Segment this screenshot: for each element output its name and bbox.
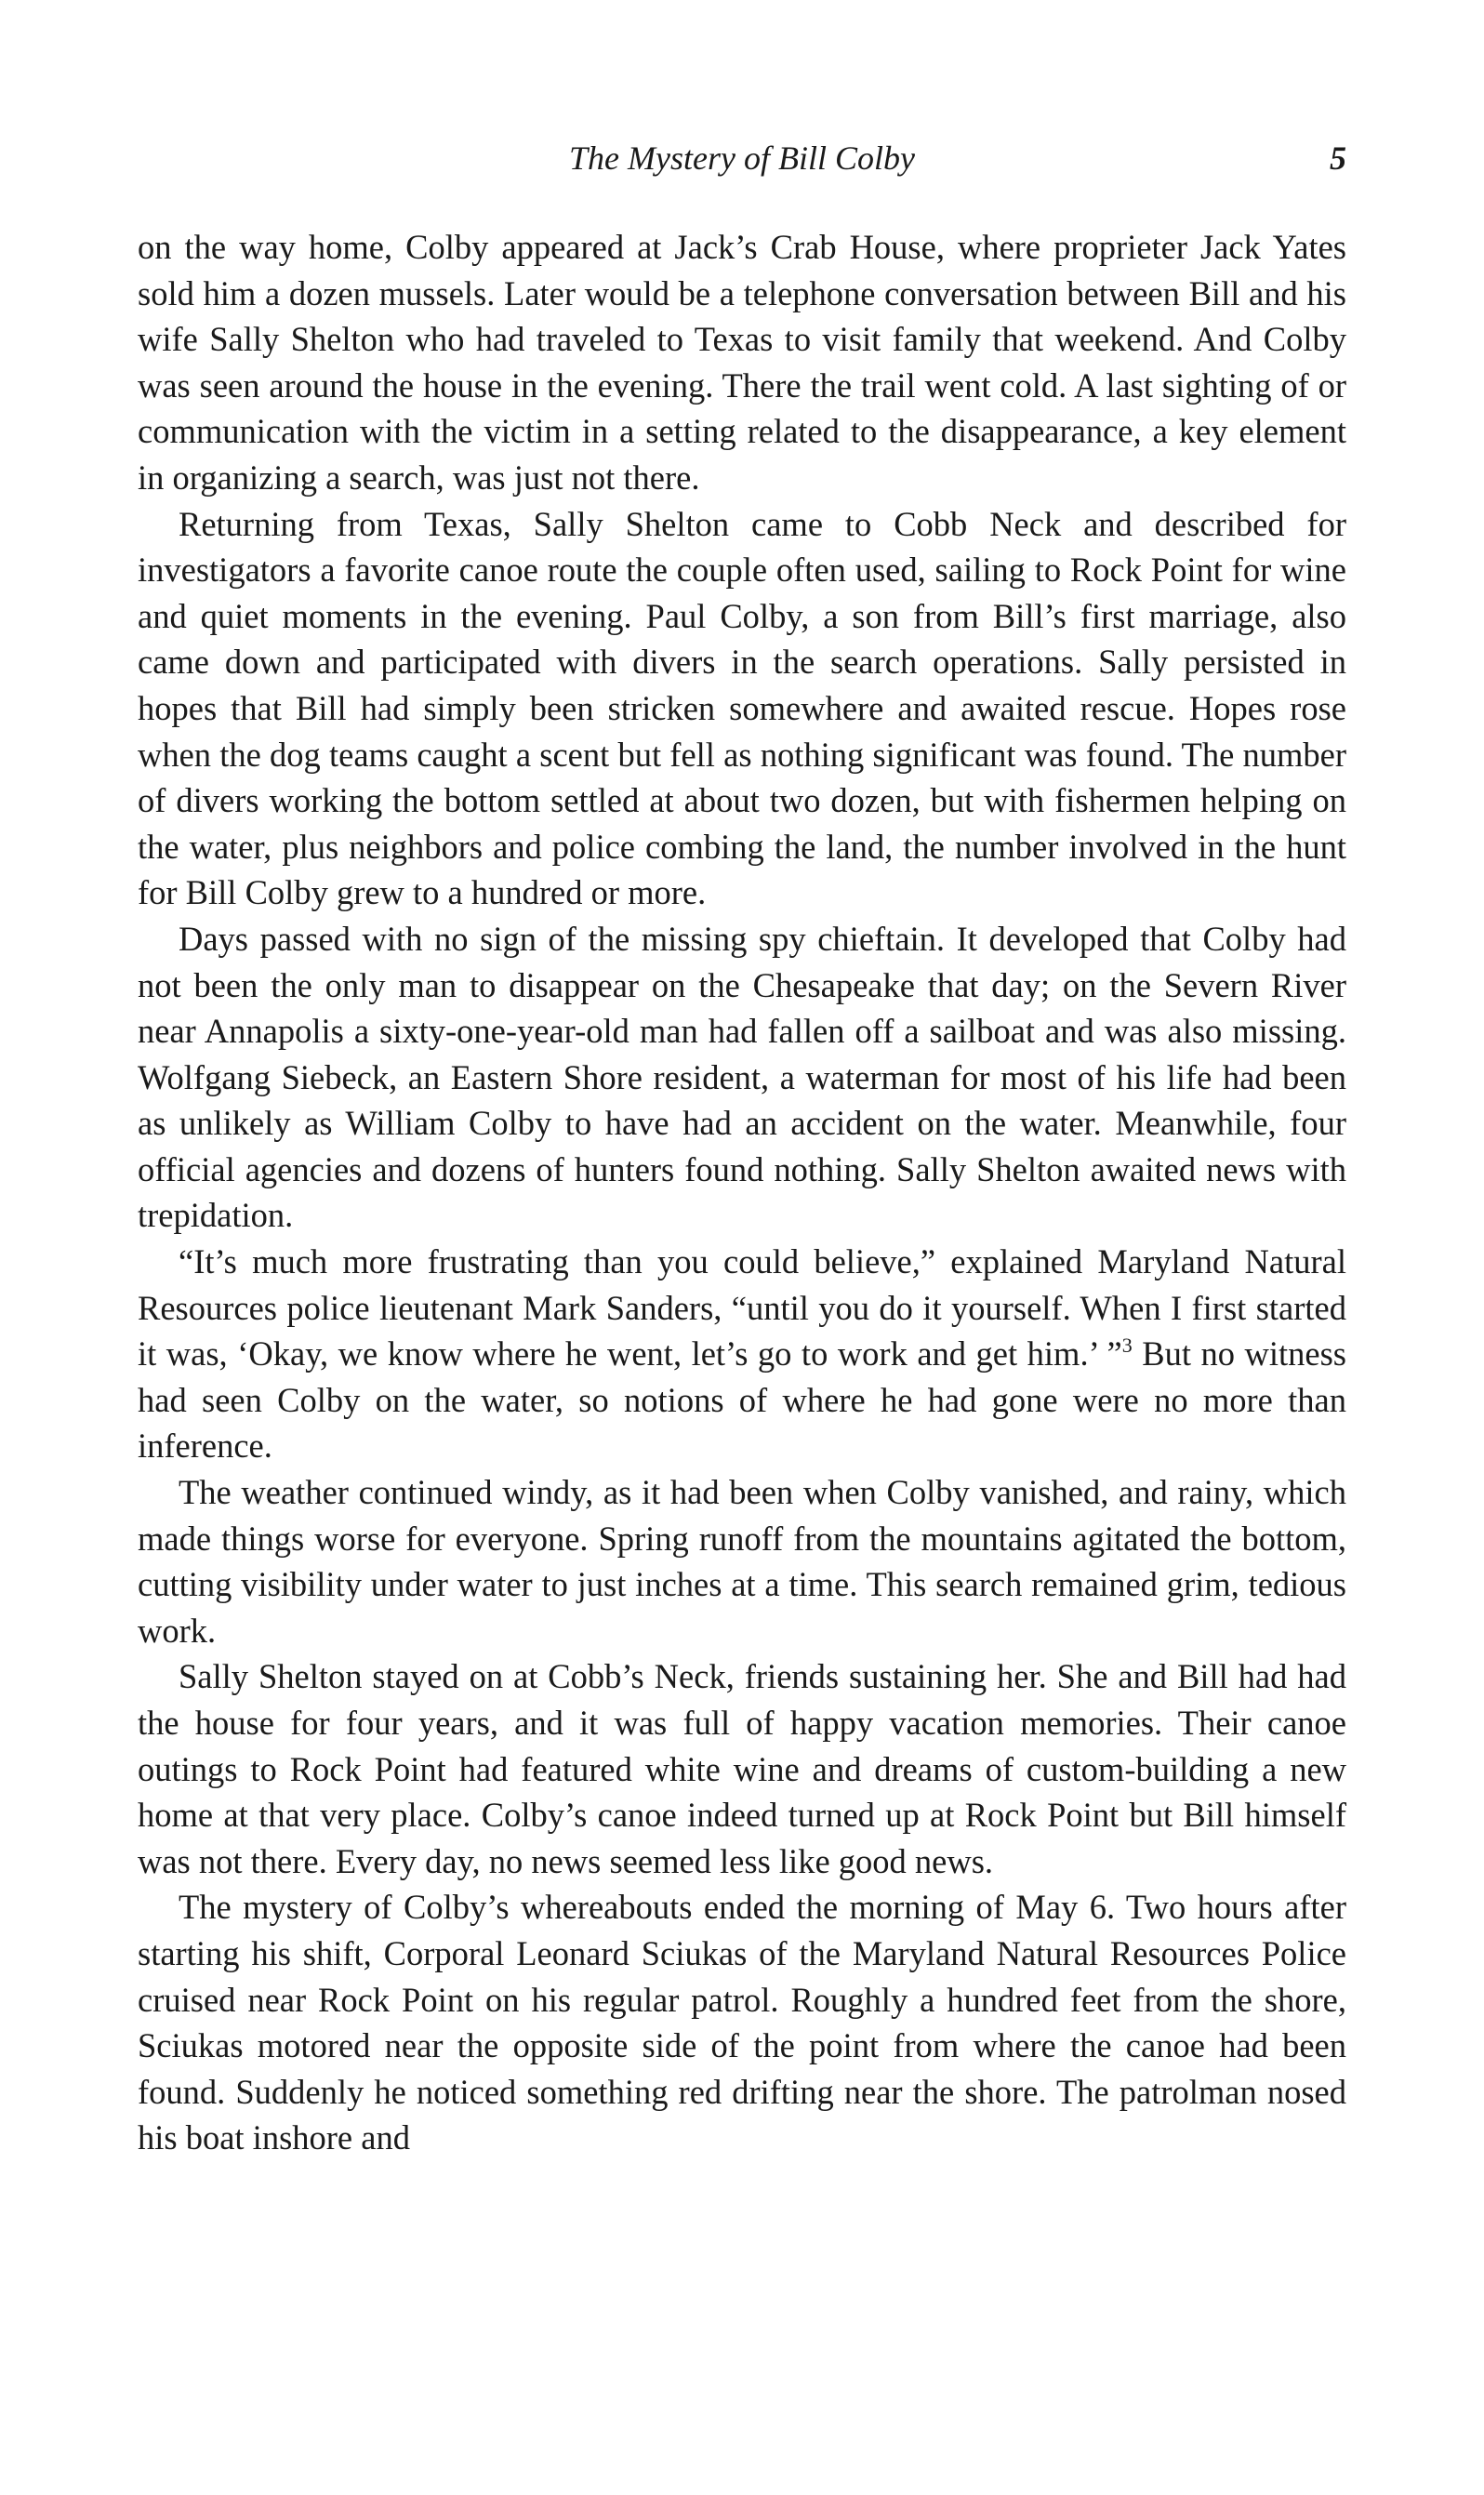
paragraph-4-text-after: But no witness had seen Colby on the water, so notions of where he had gone were no more than inference.	[138, 1334, 1346, 1466]
running-head	[138, 130, 1346, 186]
paragraph-3: Days passed with no sign of the missing spy chieftain. It developed that Colby had not been the only man to disappear on the Chesapeake that day; on the Severn River near Annapolis a sixty-one-year-old man had fallen off a sailboat and was also missing. Wolfgang Siebeck, an Eastern Shore resident, a waterman for most of his life had been as unlikely as William Colby to have had an accident on the water. Meanwhile, four official agencies and dozens of hunters found nothing. Sally Shelton awaited news with trepidation.	[138, 919, 1346, 1235]
paragraph-4-text-before: “It’s much more frustrating than you could believe,” explained Maryland Natural Resources police lieutenant Mark Sanders, “until you do it yourself. When I first started it was, ‘Okay, we know where he went, let’s go to work and get him.’ ”	[138, 1242, 1346, 1374]
running-title: The Mystery of Bill Colby	[569, 139, 915, 177]
book-page	[138, 0, 1346, 2495]
paragraph-6: Sally Shelton stayed on at Cobb’s Neck, friends sustaining her. She and Bill had had the house for four years, and it was full of happy vacation memories. Their canoe outings to Rock Point had featured white wine and dreams of custom-building a new home at that very place. Colby’s canoe indeed turned up at Rock Point but Bill himself was not there. Every day, no news seemed less like good news.	[138, 1657, 1346, 1880]
page-number: 5	[1330, 139, 1346, 177]
paragraph-7: The mystery of Colby’s whereabouts ended the morning of May 6. Two hours after starting his shift, Corporal Leonard Sciukas of the Maryland Natural Resources Police cruised near Rock Point on his regular patrol. Roughly a hundred feet from the shore, Sciukas motored near the opposite side of the point from where the canoe had been found. Suddenly he noticed something red drifting near the shore. The patrolman nosed his boat inshore and	[138, 1888, 1346, 2157]
body-text	[138, 224, 1346, 2161]
footnote-marker: 3	[1121, 1334, 1133, 1358]
paragraph-1: on the way home, Colby appeared at Jack’s Crab House, where proprieter Jack Yates sold him a dozen mussels. Later would be a telephone conversation between Bill and his wife Sally Shelton who had traveled to Texas to visit family that weekend. And Colby was seen around the house in the evening. There the trail went cold. A last sighting of or communication with the victim in a setting related to the disappearance, a key element in organizing a search, was just not there.	[138, 228, 1346, 497]
paragraph-4	[138, 1239, 1346, 1469]
paragraph-5: The weather continued windy, as it had been when Colby vanished, and rainy, which made things worse for everyone. Spring runoff from the mountains agitated the bottom, cutting visibility under water to just inches at a time. This search remained grim, tedious work.	[138, 1473, 1346, 1650]
paragraph-2: Returning from Texas, Sally Shelton came to Cobb Neck and described for investigators a favorite canoe route the couple often used, sailing to Rock Point for wine and quiet moments in the evening. Paul Colby, a son from Bill’s first marriage, also came down and participated with divers in the search operations. Sally persisted in hopes that Bill had simply been stricken somewhere and awaited rescue. Hopes rose when the dog teams caught a scent but fell as nothing significant was found. The number of divers working the bottom settled at about two dozen, but with fishermen helping on the water, plus neighbors and police combing the land, the number involved in the hunt for Bill Colby grew to a hundred or more.	[138, 504, 1346, 912]
